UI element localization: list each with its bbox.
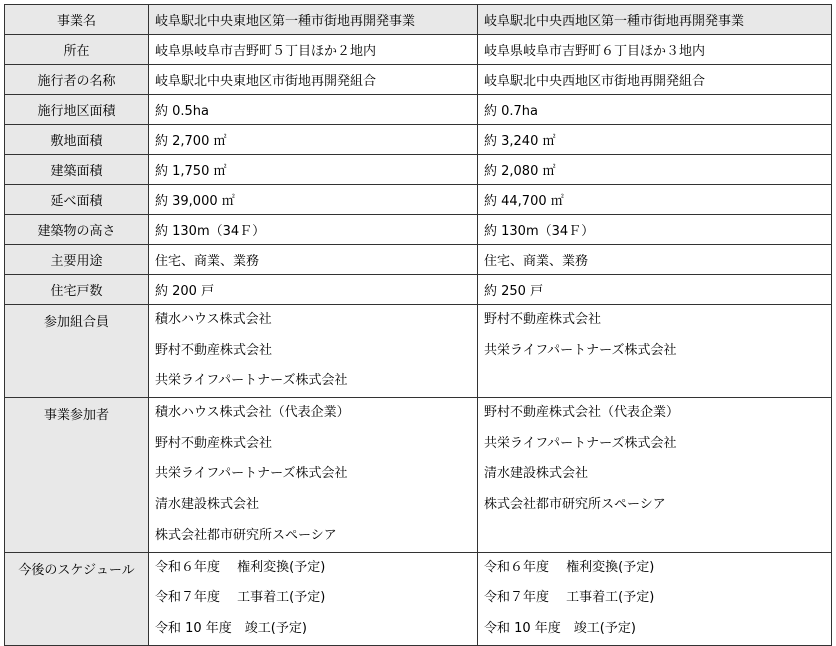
row-label: 延べ面積 — [5, 185, 149, 215]
west-value: 岐阜駅北中央西地区市街地再開発組合 — [478, 65, 832, 95]
schedule-item: 令和 10 年度 竣工(予定) — [155, 620, 307, 636]
table-row — [5, 155, 832, 185]
west-value: 約 44,700 ㎡ — [478, 185, 832, 215]
schedule-row — [5, 552, 832, 645]
east-participants — [149, 398, 478, 552]
participant-name: 積水ハウス株式会社（代表企業） — [155, 405, 350, 421]
participants-row — [5, 398, 832, 552]
table-row — [5, 215, 832, 245]
row-label: 事業参加者 — [5, 398, 149, 552]
east-value: 約 130m（34Ｆ） — [149, 215, 478, 245]
west-schedule — [478, 552, 832, 645]
west-participants — [478, 398, 832, 552]
west-value: 住宅、商業、業務 — [478, 245, 832, 275]
member-name: 共栄ライフパートナーズ株式会社 — [484, 342, 677, 358]
schedule-item: 令和７年度 工事着工(予定) — [484, 590, 655, 606]
east-value: 住宅、商業、業務 — [149, 245, 478, 275]
west-value: 約 130m（34Ｆ） — [478, 215, 832, 245]
participant-name: 株式会社都市研究所スペーシア — [155, 527, 337, 543]
east-schedule — [149, 552, 478, 645]
row-label: 参加組合員 — [5, 305, 149, 398]
schedule-item: 令和６年度 権利変換(予定) — [155, 559, 326, 575]
east-members — [149, 305, 478, 398]
west-value: 約 250 戸 — [478, 275, 832, 305]
west-value: 岐阜県岐阜市吉野町６丁目ほか３地内 — [478, 35, 832, 65]
header-label: 事業名 — [5, 5, 149, 35]
east-value: 岐阜駅北中央東地区市街地再開発組合 — [149, 65, 478, 95]
participant-name: 株式会社都市研究所スペーシア — [484, 497, 666, 513]
member-name: 野村不動産株式会社 — [484, 312, 602, 327]
table-row — [5, 275, 832, 305]
row-label: 住宅戸数 — [5, 275, 149, 305]
west-value: 約 3,240 ㎡ — [478, 125, 832, 155]
schedule-item: 令和７年度 工事着工(予定) — [155, 590, 326, 606]
table-row — [5, 245, 832, 275]
east-value: 岐阜県岐阜市吉野町５丁目ほか２地内 — [149, 35, 478, 65]
row-label: 施行地区面積 — [5, 95, 149, 125]
west-value: 約 0.7ha — [478, 95, 832, 125]
table-row — [5, 125, 832, 155]
west-members — [478, 305, 832, 398]
row-label: 主要用途 — [5, 245, 149, 275]
east-value: 約 200 戸 — [149, 275, 478, 305]
east-value: 約 2,700 ㎡ — [149, 125, 478, 155]
header-east-project: 岐阜駅北中央東地区第一種市街地再開発事業 — [149, 5, 478, 35]
row-label: 今後のスケジュール — [5, 552, 149, 645]
member-name: 野村不動産株式会社 — [155, 342, 273, 358]
member-name: 共栄ライフパートナーズ株式会社 — [155, 373, 348, 389]
east-value: 約 1,750 ㎡ — [149, 155, 478, 185]
west-value: 約 2,080 ㎡ — [478, 155, 832, 185]
table-row — [5, 95, 832, 125]
row-label: 施行者の名称 — [5, 65, 149, 95]
participant-name: 共栄ライフパートナーズ株式会社 — [155, 466, 348, 482]
row-label: 建築物の高さ — [5, 215, 149, 245]
table-header-row — [5, 5, 832, 35]
row-label: 所在 — [5, 35, 149, 65]
participant-name: 共栄ライフパートナーズ株式会社 — [484, 435, 677, 451]
east-value: 約 39,000 ㎡ — [149, 185, 478, 215]
schedule-item: 令和 10 年度 竣工(予定) — [484, 620, 636, 636]
row-label: 敷地面積 — [5, 125, 149, 155]
participant-name: 清水建設株式会社 — [484, 466, 589, 482]
row-label: 建築面積 — [5, 155, 149, 185]
table-row — [5, 35, 832, 65]
header-west-project: 岐阜駅北中央西地区第一種市街地再開発事業 — [478, 5, 832, 35]
table-row — [5, 65, 832, 95]
project-summary-table — [4, 4, 832, 646]
members-row — [5, 305, 832, 398]
east-value: 約 0.5ha — [149, 95, 478, 125]
participant-name: 清水建設株式会社 — [155, 497, 260, 513]
participant-name: 野村不動産株式会社 — [155, 435, 273, 451]
participant-name: 野村不動産株式会社（代表企業） — [484, 405, 680, 421]
member-name: 積水ハウス株式会社 — [155, 312, 272, 327]
table-row — [5, 185, 832, 215]
schedule-item: 令和６年度 権利変換(予定) — [484, 559, 655, 575]
